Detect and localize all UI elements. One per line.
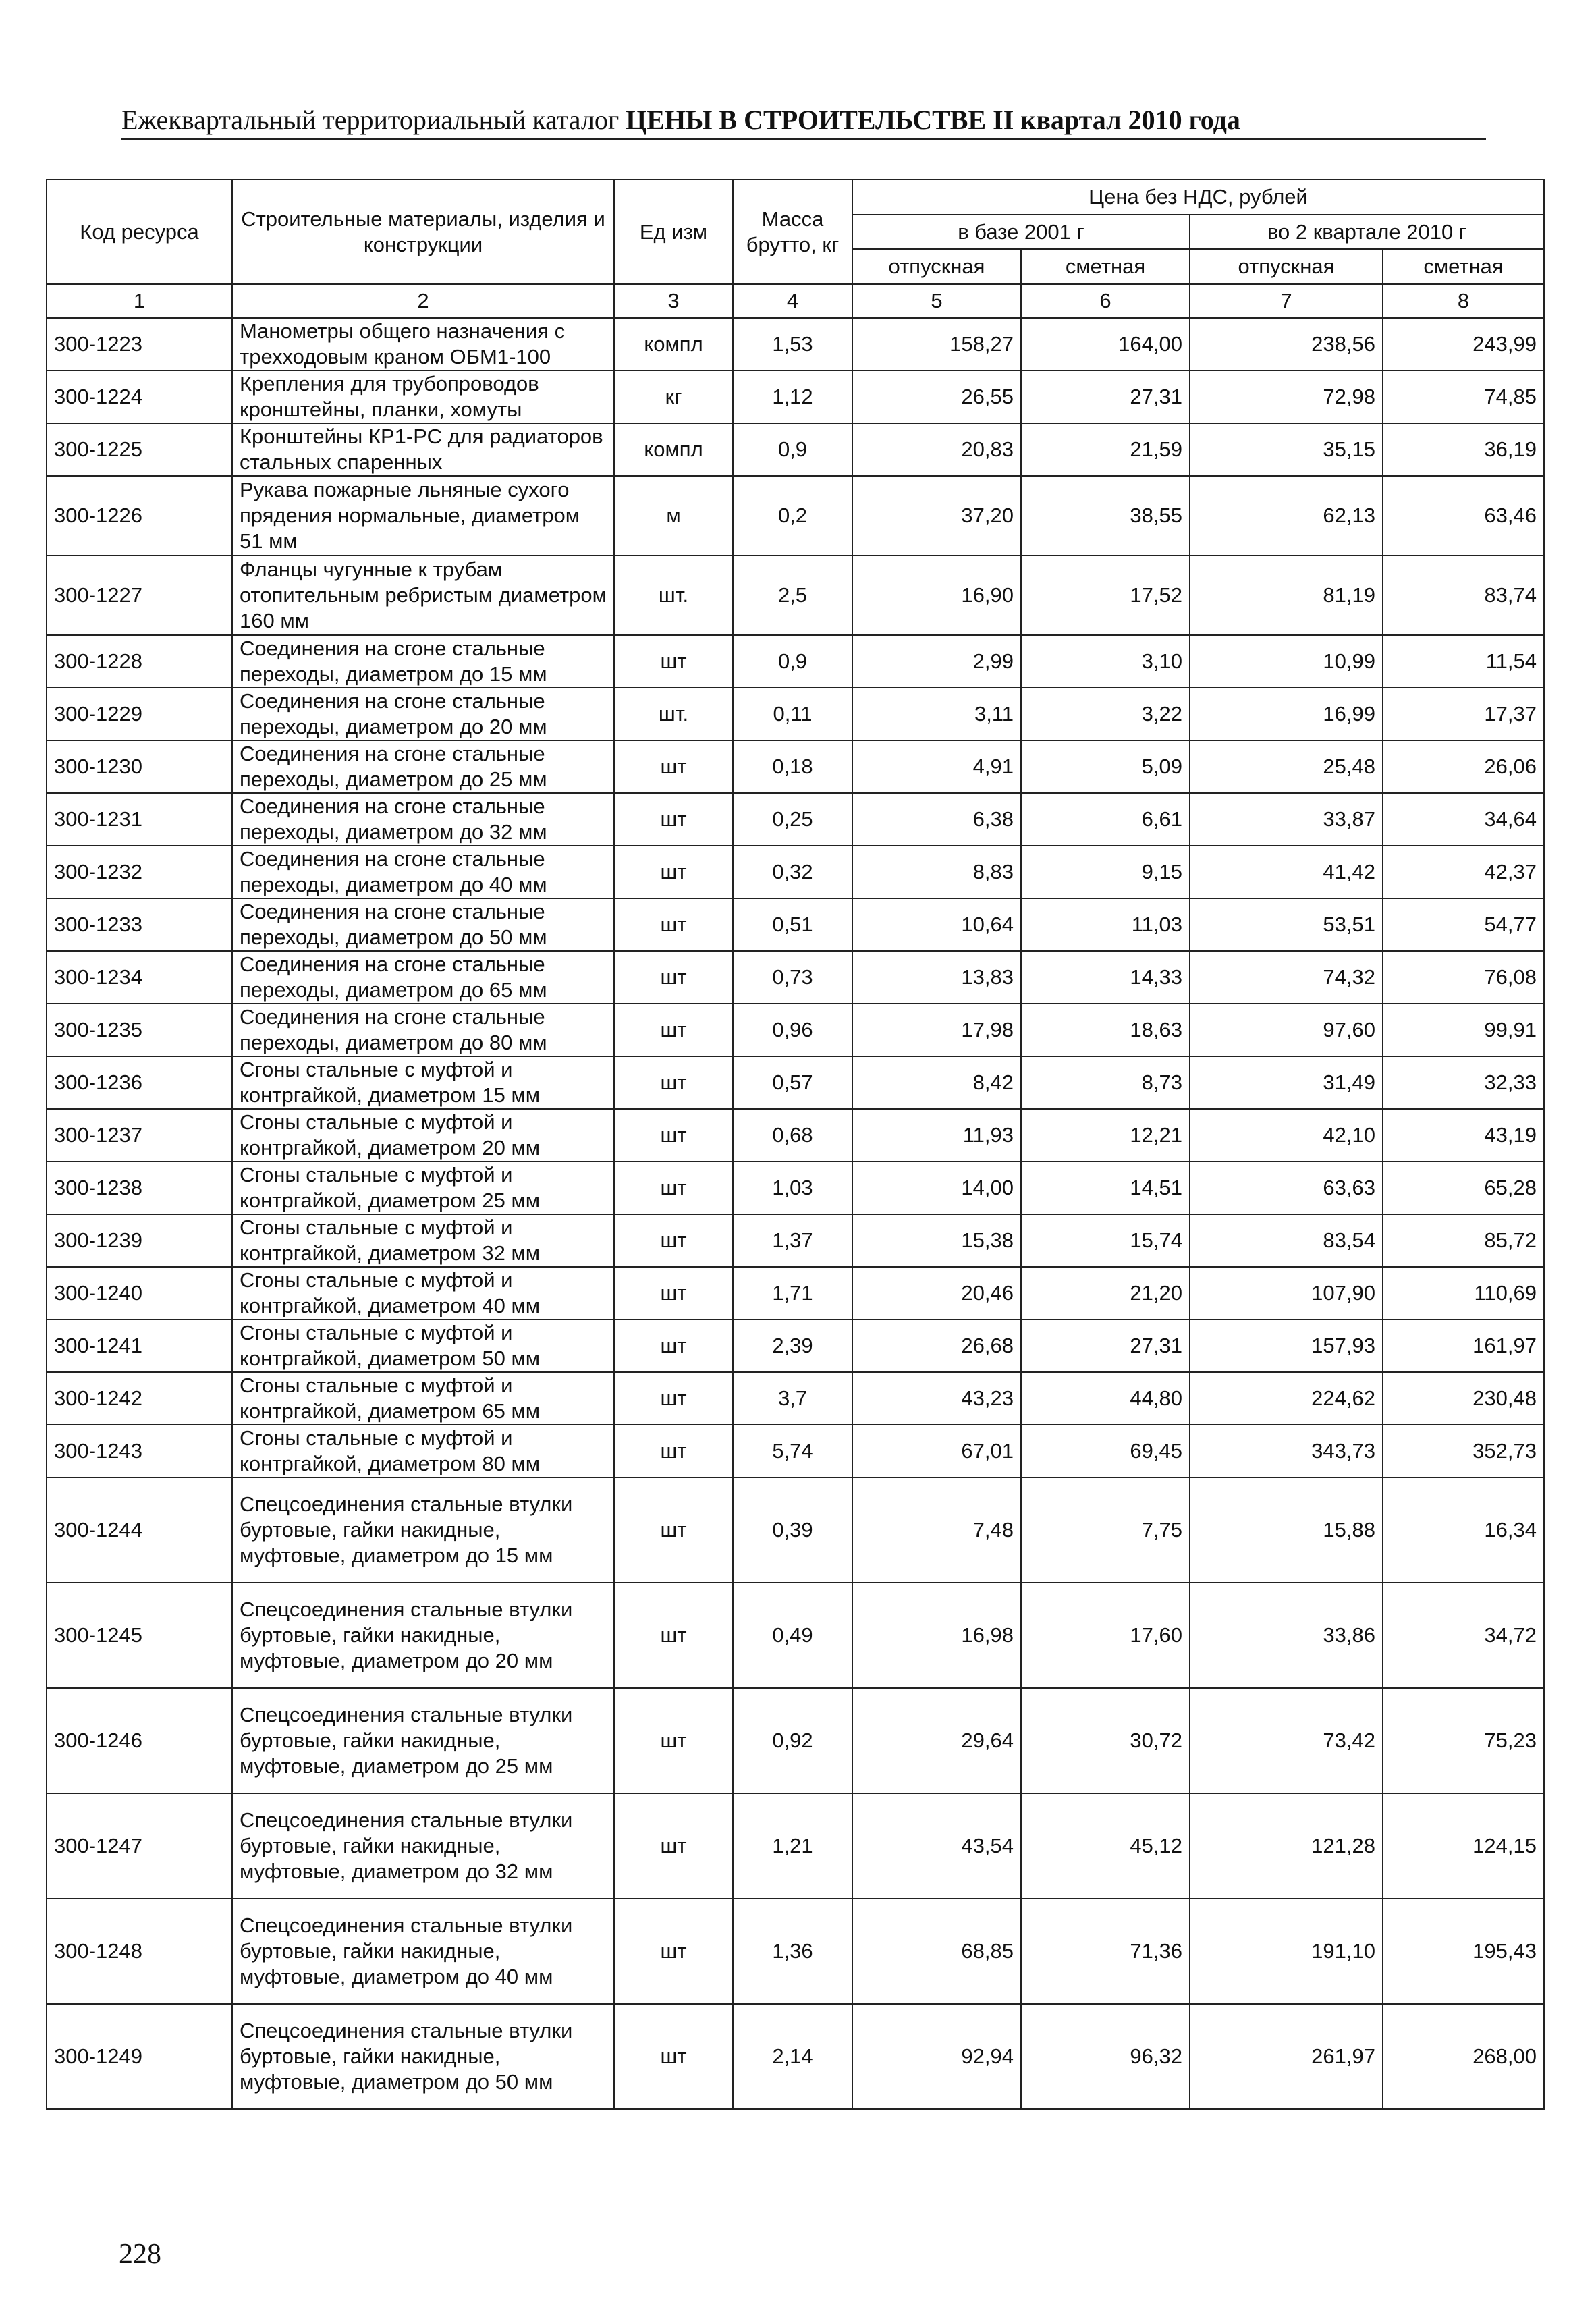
unit: шт <box>614 1214 733 1267</box>
material-name: Спецсоединения стальные втулки буртовые, гайки накидные, муфтовые, диаметром до 32 мм <box>232 1793 614 1899</box>
unit: шт <box>614 1319 733 1372</box>
price-base-release: 15,38 <box>852 1214 1021 1267</box>
unit: м <box>614 476 733 555</box>
resource-code: 300-1240 <box>47 1267 232 1319</box>
table-row <box>47 318 1544 371</box>
price-base-release: 13,83 <box>852 951 1021 1004</box>
price-current-release: 83,54 <box>1190 1214 1383 1267</box>
material-name: Сгоны стальные с муфтой и контргайкой, диаметром 20 мм <box>232 1109 614 1162</box>
resource-code: 300-1244 <box>47 1477 232 1583</box>
resource-code: 300-1230 <box>47 740 232 793</box>
resource-code: 300-1226 <box>47 476 232 555</box>
table-row <box>47 1162 1544 1214</box>
unit: компл <box>614 423 733 476</box>
material-name: Соединения на сгоне стальные переходы, диаметром до 65 мм <box>232 951 614 1004</box>
price-base-estimate: 11,03 <box>1021 898 1190 951</box>
table-row <box>47 1056 1544 1109</box>
price-base-estimate: 12,21 <box>1021 1109 1190 1162</box>
header-base-2001: в базе 2001 г <box>852 215 1190 249</box>
price-current-release: 81,19 <box>1190 555 1383 635</box>
price-current-release: 10,99 <box>1190 635 1383 688</box>
resource-code: 300-1235 <box>47 1004 232 1056</box>
material-name: Кронштейны КР1-РС для радиаторов стальных спаренных <box>232 423 614 476</box>
table-row <box>47 2004 1544 2109</box>
price-base-release: 16,90 <box>852 555 1021 635</box>
price-base-estimate: 18,63 <box>1021 1004 1190 1056</box>
table-row <box>47 555 1544 635</box>
material-name: Сгоны стальные с муфтой и контргайкой, диаметром 25 мм <box>232 1162 614 1214</box>
price-current-estimate: 16,34 <box>1383 1477 1544 1583</box>
resource-code: 300-1231 <box>47 793 232 846</box>
price-current-estimate: 65,28 <box>1383 1162 1544 1214</box>
resource-code: 300-1239 <box>47 1214 232 1267</box>
resource-code: 300-1223 <box>47 318 232 371</box>
column-number: 3 <box>614 284 733 318</box>
price-base-estimate: 30,72 <box>1021 1688 1190 1793</box>
price-base-release: 16,98 <box>852 1583 1021 1688</box>
gross-mass: 0,68 <box>733 1109 852 1162</box>
price-base-release: 92,94 <box>852 2004 1021 2109</box>
unit: шт <box>614 1162 733 1214</box>
resource-code: 300-1233 <box>47 898 232 951</box>
header-name: Строительные материалы, изделия и конструкции <box>232 180 614 284</box>
header-rule <box>121 138 1486 140</box>
price-current-estimate: 32,33 <box>1383 1056 1544 1109</box>
price-current-release: 261,97 <box>1190 2004 1383 2109</box>
material-name: Соединения на сгоне стальные переходы, диаметром до 15 мм <box>232 635 614 688</box>
price-base-release: 8,83 <box>852 846 1021 898</box>
price-current-release: 16,99 <box>1190 688 1383 740</box>
table-row <box>47 1004 1544 1056</box>
price-current-estimate: 34,64 <box>1383 793 1544 846</box>
price-base-release: 6,38 <box>852 793 1021 846</box>
table-row <box>47 476 1544 555</box>
price-current-estimate: 85,72 <box>1383 1214 1544 1267</box>
material-name: Сгоны стальные с муфтой и контргайкой, диаметром 32 мм <box>232 1214 614 1267</box>
price-current-estimate: 195,43 <box>1383 1899 1544 2004</box>
price-base-release: 8,42 <box>852 1056 1021 1109</box>
table-row <box>47 1425 1544 1477</box>
table-row <box>47 1267 1544 1319</box>
material-name: Крепления для трубопроводов кронштейны, планки, хомуты <box>232 371 614 423</box>
unit: шт <box>614 1583 733 1688</box>
unit: шт <box>614 1899 733 2004</box>
header-unit: Ед изм <box>614 180 733 284</box>
table-row <box>47 1793 1544 1899</box>
resource-code: 300-1225 <box>47 423 232 476</box>
unit: шт <box>614 951 733 1004</box>
gross-mass: 0,32 <box>733 846 852 898</box>
price-current-release: 157,93 <box>1190 1319 1383 1372</box>
price-base-estimate: 21,20 <box>1021 1267 1190 1319</box>
price-current-estimate: 26,06 <box>1383 740 1544 793</box>
resource-code: 300-1238 <box>47 1162 232 1214</box>
table-row <box>47 793 1544 846</box>
table-row <box>47 1688 1544 1793</box>
price-current-release: 15,88 <box>1190 1477 1383 1583</box>
price-base-estimate: 45,12 <box>1021 1793 1190 1899</box>
resource-code: 300-1232 <box>47 846 232 898</box>
price-base-release: 20,83 <box>852 423 1021 476</box>
price-current-estimate: 161,97 <box>1383 1319 1544 1372</box>
price-current-estimate: 74,85 <box>1383 371 1544 423</box>
gross-mass: 0,9 <box>733 423 852 476</box>
price-base-estimate: 14,51 <box>1021 1162 1190 1214</box>
price-current-estimate: 17,37 <box>1383 688 1544 740</box>
resource-code: 300-1224 <box>47 371 232 423</box>
price-base-release: 26,55 <box>852 371 1021 423</box>
price-current-release: 53,51 <box>1190 898 1383 951</box>
gross-mass: 1,37 <box>733 1214 852 1267</box>
price-current-estimate: 268,00 <box>1383 2004 1544 2109</box>
material-name: Соединения на сгоне стальные переходы, диаметром до 80 мм <box>232 1004 614 1056</box>
price-current-estimate: 76,08 <box>1383 951 1544 1004</box>
price-base-estimate: 96,32 <box>1021 2004 1190 2109</box>
resource-code: 300-1237 <box>47 1109 232 1162</box>
gross-mass: 0,2 <box>733 476 852 555</box>
price-current-release: 33,86 <box>1190 1583 1383 1688</box>
price-current-release: 63,63 <box>1190 1162 1383 1214</box>
header-mass: Масса брутто, кг <box>733 180 852 284</box>
material-name: Сгоны стальные с муфтой и контргайкой, диаметром 15 мм <box>232 1056 614 1109</box>
resource-code: 300-1245 <box>47 1583 232 1688</box>
price-base-release: 68,85 <box>852 1899 1021 2004</box>
price-base-estimate: 9,15 <box>1021 846 1190 898</box>
gross-mass: 0,96 <box>733 1004 852 1056</box>
resource-code: 300-1228 <box>47 635 232 688</box>
price-base-release: 29,64 <box>852 1688 1021 1793</box>
gross-mass: 0,39 <box>733 1477 852 1583</box>
header-price-group: Цена без НДС, рублей <box>852 180 1544 215</box>
resource-code: 300-1227 <box>47 555 232 635</box>
price-current-estimate: 34,72 <box>1383 1583 1544 1688</box>
column-number: 6 <box>1021 284 1190 318</box>
price-base-release: 67,01 <box>852 1425 1021 1477</box>
price-base-estimate: 27,31 <box>1021 371 1190 423</box>
price-base-estimate: 38,55 <box>1021 476 1190 555</box>
resource-code: 300-1243 <box>47 1425 232 1477</box>
header-cur-release: отпускная <box>1190 249 1383 284</box>
price-current-estimate: 83,74 <box>1383 555 1544 635</box>
price-current-estimate: 75,23 <box>1383 1688 1544 1793</box>
table-row <box>47 898 1544 951</box>
unit: шт <box>614 1004 733 1056</box>
header-base-estimate: сметная <box>1021 249 1190 284</box>
price-base-release: 14,00 <box>852 1162 1021 1214</box>
price-current-release: 191,10 <box>1190 1899 1383 2004</box>
gross-mass: 5,74 <box>733 1425 852 1477</box>
header-cur-estimate: сметная <box>1383 249 1544 284</box>
price-base-release: 26,68 <box>852 1319 1021 1372</box>
column-number: 8 <box>1383 284 1544 318</box>
gross-mass: 0,11 <box>733 688 852 740</box>
gross-mass: 1,21 <box>733 1793 852 1899</box>
price-base-estimate: 14,33 <box>1021 951 1190 1004</box>
price-base-release: 11,93 <box>852 1109 1021 1162</box>
catalog-label: Ежеквартальный территориальный каталог <box>121 105 620 135</box>
column-number: 2 <box>232 284 614 318</box>
price-base-release: 43,54 <box>852 1793 1021 1899</box>
material-name: Манометры общего назначения с трехходовым краном ОБМ1-100 <box>232 318 614 371</box>
price-current-release: 42,10 <box>1190 1109 1383 1162</box>
table-row <box>47 1477 1544 1583</box>
price-base-estimate: 7,75 <box>1021 1477 1190 1583</box>
price-base-estimate: 27,31 <box>1021 1319 1190 1372</box>
price-base-release: 17,98 <box>852 1004 1021 1056</box>
price-base-estimate: 5,09 <box>1021 740 1190 793</box>
price-current-estimate: 243,99 <box>1383 318 1544 371</box>
resource-code: 300-1247 <box>47 1793 232 1899</box>
material-name: Фланцы чугунные к трубам отопительным ребристым диаметром 160 мм <box>232 555 614 635</box>
price-base-estimate: 3,10 <box>1021 635 1190 688</box>
price-base-estimate: 3,22 <box>1021 688 1190 740</box>
material-name: Сгоны стальные с муфтой и контргайкой, диаметром 50 мм <box>232 1319 614 1372</box>
price-base-estimate: 6,61 <box>1021 793 1190 846</box>
gross-mass: 0,49 <box>733 1583 852 1688</box>
table-row <box>47 1109 1544 1162</box>
price-base-release: 7,48 <box>852 1477 1021 1583</box>
column-number: 1 <box>47 284 232 318</box>
gross-mass: 2,39 <box>733 1319 852 1372</box>
column-number: 7 <box>1190 284 1383 318</box>
unit: шт <box>614 1425 733 1477</box>
price-base-estimate: 17,52 <box>1021 555 1190 635</box>
gross-mass: 0,92 <box>733 1688 852 1793</box>
resource-code: 300-1246 <box>47 1688 232 1793</box>
resource-code: 300-1241 <box>47 1319 232 1372</box>
unit: шт <box>614 1477 733 1583</box>
unit: шт <box>614 1688 733 1793</box>
unit: шт <box>614 793 733 846</box>
resource-code: 300-1248 <box>47 1899 232 2004</box>
unit: шт <box>614 1056 733 1109</box>
header-code: Код ресурса <box>47 180 232 284</box>
price-current-estimate: 63,46 <box>1383 476 1544 555</box>
gross-mass: 0,9 <box>733 635 852 688</box>
table-row <box>47 740 1544 793</box>
material-name: Спецсоединения стальные втулки буртовые, гайки накидные, муфтовые, диаметром до 15 мм <box>232 1477 614 1583</box>
material-name: Соединения на сгоне стальные переходы, диаметром до 40 мм <box>232 846 614 898</box>
header-base-release: отпускная <box>852 249 1021 284</box>
price-base-release: 158,27 <box>852 318 1021 371</box>
gross-mass: 3,7 <box>733 1372 852 1425</box>
unit: шт <box>614 635 733 688</box>
price-current-estimate: 99,91 <box>1383 1004 1544 1056</box>
price-base-release: 37,20 <box>852 476 1021 555</box>
price-current-release: 74,32 <box>1190 951 1383 1004</box>
material-name: Рукава пожарные льняные сухого прядения нормальные, диаметром 51 мм <box>232 476 614 555</box>
unit: шт <box>614 1109 733 1162</box>
table-row <box>47 1583 1544 1688</box>
table-row <box>47 1214 1544 1267</box>
gross-mass: 1,36 <box>733 1899 852 2004</box>
price-base-release: 3,11 <box>852 688 1021 740</box>
material-name: Спецсоединения стальные втулки буртовые, гайки накидные, муфтовые, диаметром до 20 мм <box>232 1583 614 1688</box>
price-base-release: 10,64 <box>852 898 1021 951</box>
table-row <box>47 635 1544 688</box>
unit: шт <box>614 740 733 793</box>
gross-mass: 0,51 <box>733 898 852 951</box>
table-row <box>47 423 1544 476</box>
gross-mass: 0,57 <box>733 1056 852 1109</box>
catalog-title: ЦЕНЫ В СТРОИТЕЛЬСТВЕ II квартал 2010 года <box>626 105 1240 135</box>
unit: шт. <box>614 688 733 740</box>
table-row <box>47 846 1544 898</box>
price-base-estimate: 69,45 <box>1021 1425 1190 1477</box>
material-name: Спецсоединения стальные втулки буртовые, гайки накидные, муфтовые, диаметром до 50 мм <box>232 2004 614 2109</box>
price-base-estimate: 17,60 <box>1021 1583 1190 1688</box>
unit: шт <box>614 898 733 951</box>
price-current-estimate: 230,48 <box>1383 1372 1544 1425</box>
gross-mass: 1,03 <box>733 1162 852 1214</box>
price-current-release: 25,48 <box>1190 740 1383 793</box>
column-numbers-row <box>47 284 1544 318</box>
price-current-estimate: 124,15 <box>1383 1793 1544 1899</box>
gross-mass: 1,53 <box>733 318 852 371</box>
price-current-estimate: 36,19 <box>1383 423 1544 476</box>
table-body <box>47 318 1544 2109</box>
gross-mass: 2,14 <box>733 2004 852 2109</box>
table-row <box>47 371 1544 423</box>
unit: компл <box>614 318 733 371</box>
resource-code: 300-1236 <box>47 1056 232 1109</box>
price-base-estimate: 44,80 <box>1021 1372 1190 1425</box>
unit: шт <box>614 1372 733 1425</box>
price-current-estimate: 352,73 <box>1383 1425 1544 1477</box>
table-row <box>47 688 1544 740</box>
unit: шт <box>614 2004 733 2109</box>
table-row <box>47 1899 1544 2004</box>
unit: шт. <box>614 555 733 635</box>
price-current-release: 238,56 <box>1190 318 1383 371</box>
price-base-estimate: 8,73 <box>1021 1056 1190 1109</box>
price-base-release: 43,23 <box>852 1372 1021 1425</box>
price-current-release: 62,13 <box>1190 476 1383 555</box>
price-current-estimate: 42,37 <box>1383 846 1544 898</box>
price-base-release: 4,91 <box>852 740 1021 793</box>
table-header <box>47 180 1544 318</box>
material-name: Сгоны стальные с муфтой и контргайкой, диаметром 40 мм <box>232 1267 614 1319</box>
material-name: Спецсоединения стальные втулки буртовые, гайки накидные, муфтовые, диаметром до 40 мм <box>232 1899 614 2004</box>
column-number: 5 <box>852 284 1021 318</box>
resource-code: 300-1249 <box>47 2004 232 2109</box>
price-current-release: 41,42 <box>1190 846 1383 898</box>
price-current-estimate: 110,69 <box>1383 1267 1544 1319</box>
page-header <box>121 100 1464 140</box>
price-base-release: 20,46 <box>852 1267 1021 1319</box>
gross-mass: 2,5 <box>733 555 852 635</box>
price-current-estimate: 54,77 <box>1383 898 1544 951</box>
price-table <box>46 179 1545 2110</box>
price-current-release: 35,15 <box>1190 423 1383 476</box>
gross-mass: 0,73 <box>733 951 852 1004</box>
price-current-release: 121,28 <box>1190 1793 1383 1899</box>
price-current-release: 224,62 <box>1190 1372 1383 1425</box>
material-name: Сгоны стальные с муфтой и контргайкой, диаметром 80 мм <box>232 1425 614 1477</box>
unit: шт <box>614 846 733 898</box>
price-base-estimate: 21,59 <box>1021 423 1190 476</box>
material-name: Соединения на сгоне стальные переходы, диаметром до 20 мм <box>232 688 614 740</box>
price-current-release: 343,73 <box>1190 1425 1383 1477</box>
material-name: Сгоны стальные с муфтой и контргайкой, диаметром 65 мм <box>232 1372 614 1425</box>
table-row <box>47 1319 1544 1372</box>
column-number: 4 <box>733 284 852 318</box>
price-base-estimate: 15,74 <box>1021 1214 1190 1267</box>
price-current-estimate: 43,19 <box>1383 1109 1544 1162</box>
price-base-estimate: 164,00 <box>1021 318 1190 371</box>
material-name: Спецсоединения стальные втулки буртовые, гайки накидные, муфтовые, диаметром до 25 мм <box>232 1688 614 1793</box>
material-name: Соединения на сгоне стальные переходы, диаметром до 25 мм <box>232 740 614 793</box>
resource-code: 300-1234 <box>47 951 232 1004</box>
resource-code: 300-1229 <box>47 688 232 740</box>
unit: шт <box>614 1793 733 1899</box>
gross-mass: 1,71 <box>733 1267 852 1319</box>
material-name: Соединения на сгоне стальные переходы, диаметром до 50 мм <box>232 898 614 951</box>
price-current-release: 73,42 <box>1190 1688 1383 1793</box>
price-current-release: 33,87 <box>1190 793 1383 846</box>
unit: шт <box>614 1267 733 1319</box>
gross-mass: 0,25 <box>733 793 852 846</box>
price-current-estimate: 11,54 <box>1383 635 1544 688</box>
table-row <box>47 1372 1544 1425</box>
table-row <box>47 951 1544 1004</box>
page-number: 228 <box>119 2239 161 2270</box>
gross-mass: 0,18 <box>733 740 852 793</box>
resource-code: 300-1242 <box>47 1372 232 1425</box>
price-current-release: 97,60 <box>1190 1004 1383 1056</box>
price-current-release: 72,98 <box>1190 371 1383 423</box>
gross-mass: 1,12 <box>733 371 852 423</box>
price-current-release: 107,90 <box>1190 1267 1383 1319</box>
price-base-estimate: 71,36 <box>1021 1899 1190 2004</box>
price-current-release: 31,49 <box>1190 1056 1383 1109</box>
unit: кг <box>614 371 733 423</box>
price-base-release: 2,99 <box>852 635 1021 688</box>
material-name: Соединения на сгоне стальные переходы, диаметром до 32 мм <box>232 793 614 846</box>
header-q2-2010: во 2 квартале 2010 г <box>1190 215 1544 249</box>
